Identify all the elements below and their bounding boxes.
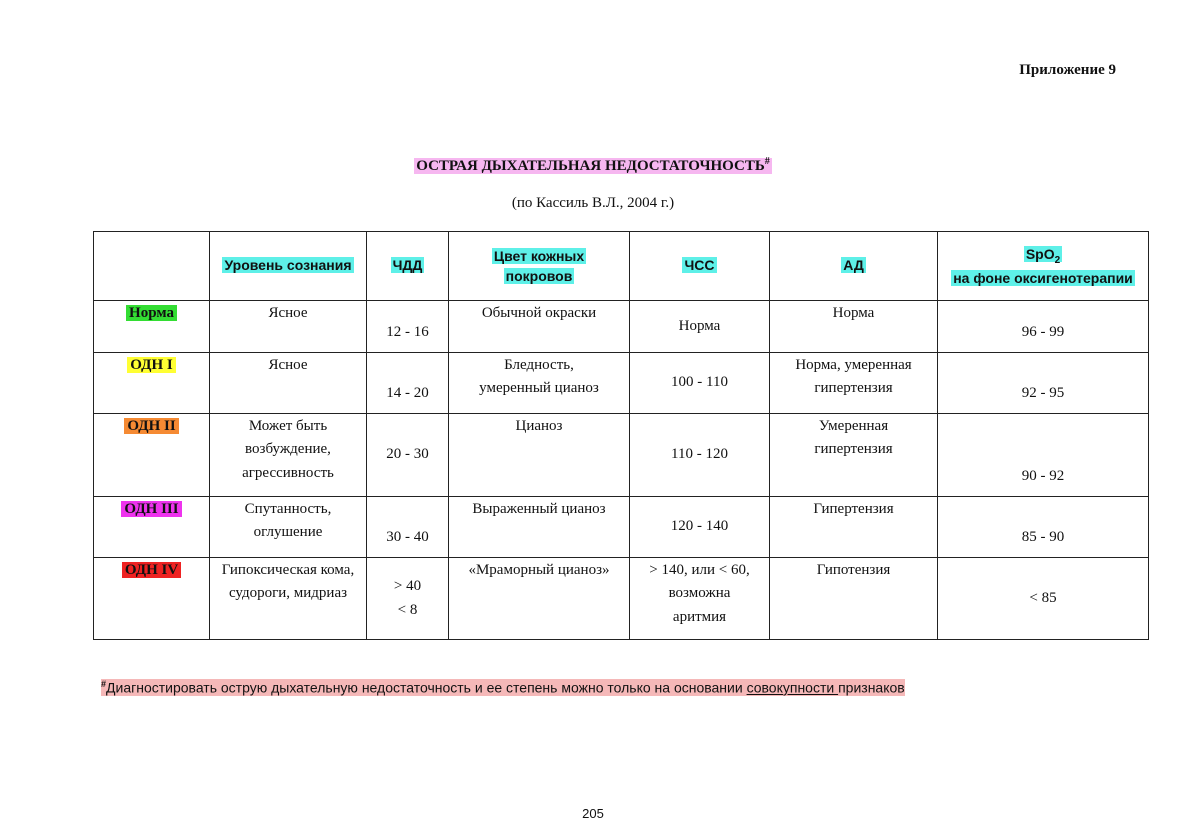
consciousness-line: агрессивность: [242, 464, 334, 481]
rr-value: 30 - 40: [386, 528, 429, 545]
rr-cell: [367, 353, 449, 414]
hr-value: > 140, или < 60,: [649, 562, 750, 578]
level-cell: [94, 301, 210, 353]
skin-cell: [449, 497, 630, 558]
bp-cell: [770, 353, 938, 414]
level-badge: ОДН IV: [122, 562, 181, 578]
header-rr-label: ЧДД: [392, 257, 423, 274]
table-row: [94, 301, 1149, 353]
hr-cell: [630, 301, 770, 353]
header-spo2: [938, 232, 1149, 301]
spo2-value: 85 - 90: [1021, 528, 1065, 545]
respiratory-failure-table: [93, 231, 1149, 640]
hr-value: Норма: [678, 317, 721, 334]
hr-cell: [630, 497, 770, 558]
spo2-value: 96 - 99: [1021, 323, 1065, 340]
hr-value: 110 - 120: [671, 446, 728, 463]
appendix-label: Приложение 9: [1019, 62, 1116, 78]
bp-cell: [770, 558, 938, 640]
rr-value: 12 - 16: [386, 323, 429, 340]
level-badge: ОДН I: [127, 357, 176, 373]
footnote-text-before: Диагностировать острую дыхательную недостаточность и ее степень можно только на основании: [106, 679, 747, 696]
consciousness-line: Может быть: [248, 418, 328, 434]
bp-line: Умеренная: [818, 418, 889, 434]
hr-value: возможна: [668, 585, 731, 602]
header-spo2-subscript: 2: [1054, 254, 1061, 266]
skin-cell: [449, 558, 630, 640]
title-highlight: [414, 158, 772, 174]
skin-cell: [449, 353, 630, 414]
header-hr: [630, 232, 770, 301]
spo2-cell: [938, 497, 1149, 558]
title-text: ОСТРАЯ ДЫХАТЕЛЬНАЯ НЕДОСТАТОЧНОСТЬ: [416, 158, 765, 174]
consciousness-cell: [210, 301, 367, 353]
consciousness-line: оглушение: [253, 524, 323, 541]
bp-line: Гипертензия: [813, 501, 894, 517]
header-rr: [367, 232, 449, 301]
consciousness-cell: [210, 414, 367, 497]
skin-line: Бледность,: [504, 357, 574, 373]
skin-line: умеренный цианоз: [479, 380, 599, 397]
hr-cell: [630, 414, 770, 497]
hr-cell: [630, 353, 770, 414]
consciousness-line: Гипоксическая кома,: [221, 562, 355, 578]
hr-value: 100 - 110: [671, 374, 728, 391]
table-row: [94, 558, 1149, 640]
page-number: 205: [582, 806, 604, 821]
header-skin-label-1: Цвет кожных: [493, 247, 585, 264]
bp-cell: [770, 301, 938, 353]
document-title: [0, 156, 1186, 175]
bp-line: гипертензия: [814, 441, 893, 458]
consciousness-line: судороги, мидриаз: [228, 585, 348, 602]
consciousness-cell: [210, 558, 367, 640]
spo2-cell: [938, 353, 1149, 414]
bp-cell: [770, 414, 938, 497]
skin-cell: [449, 301, 630, 353]
hr-cell: [630, 558, 770, 640]
level-cell: [94, 414, 210, 497]
rr-value: 14 - 20: [386, 384, 429, 401]
consciousness-line: возбуждение,: [245, 441, 331, 458]
skin-line: Цианоз: [515, 418, 563, 434]
skin-line: «Мраморный цианоз»: [468, 562, 610, 578]
spo2-value: < 85: [1029, 589, 1057, 606]
header-spo2-label-2: на фоне оксигенотерапии: [953, 270, 1133, 286]
level-cell: [94, 497, 210, 558]
rr-cell: [367, 414, 449, 497]
header-bp-label: АД: [843, 257, 864, 274]
consciousness-line: Спутанность,: [244, 501, 332, 517]
table-row: [94, 353, 1149, 414]
level-cell: [94, 353, 210, 414]
header-consciousness: [210, 232, 367, 301]
spo2-cell: [938, 301, 1149, 353]
spo2-value: 90 - 92: [1021, 467, 1065, 484]
bp-cell: [770, 497, 938, 558]
consciousness-line: Ясное: [268, 305, 308, 321]
spo2-cell: [938, 558, 1149, 640]
skin-cell: [449, 414, 630, 497]
skin-line: Выраженный цианоз: [472, 501, 606, 517]
table-row: [94, 497, 1149, 558]
level-badge: ОДН II: [124, 418, 178, 434]
hr-value: аритмия: [672, 608, 727, 625]
consciousness-line: Ясное: [268, 357, 308, 373]
header-spo2-text: SpO: [1025, 245, 1055, 262]
hr-value: 120 - 140: [670, 518, 729, 535]
level-badge: ОДН III: [121, 501, 181, 517]
title-footnote-mark: #: [764, 156, 770, 167]
bp-line: Норма, умеренная: [795, 357, 912, 373]
footnote-text-after: признаков: [838, 679, 905, 696]
header-consciousness-label: Уровень сознания: [224, 257, 352, 274]
table-header-row: [94, 232, 1149, 301]
footnote: [101, 679, 905, 696]
rr-value: 20 - 30: [386, 446, 429, 463]
header-empty-cell: [94, 232, 210, 301]
header-skin: [449, 232, 630, 301]
table-row: [94, 414, 1149, 497]
footnote-underlined: совокупности: [746, 679, 839, 696]
spo2-cell: [938, 414, 1149, 497]
header-spo2-label-1: [1024, 245, 1062, 266]
header-hr-label: ЧСС: [684, 257, 715, 274]
consciousness-cell: [210, 497, 367, 558]
level-cell: [94, 558, 210, 640]
rr-cell: [367, 301, 449, 353]
rr-value: < 8: [397, 601, 418, 618]
bp-line: гипертензия: [814, 380, 893, 397]
level-badge: Норма: [126, 305, 177, 321]
rr-cell: [367, 558, 449, 640]
bp-line: Норма: [832, 305, 875, 321]
spo2-value: 92 - 95: [1021, 384, 1065, 401]
skin-line: Обычной окраски: [481, 305, 597, 321]
rr-cell: [367, 497, 449, 558]
header-bp: [770, 232, 938, 301]
header-skin-label-2: покровов: [505, 268, 573, 284]
footnote-mark: #: [101, 679, 107, 689]
consciousness-cell: [210, 353, 367, 414]
document-subtitle: (по Кассиль В.Л., 2004 г.): [511, 195, 675, 211]
bp-line: Гипотензия: [816, 562, 891, 578]
rr-value: > 40: [393, 578, 422, 595]
